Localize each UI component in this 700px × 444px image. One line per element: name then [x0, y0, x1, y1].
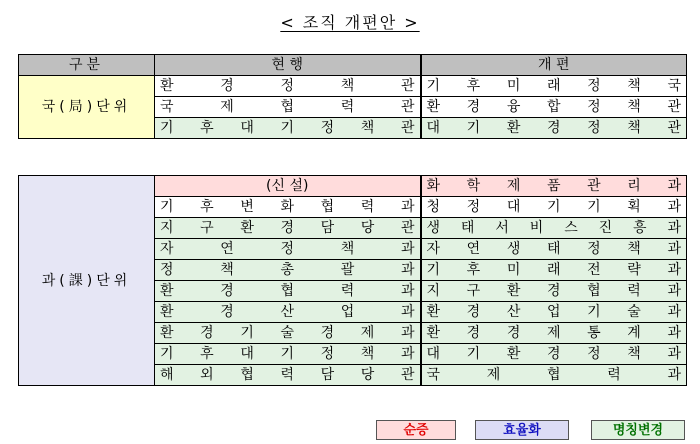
cell-text: 해 외 협 력 담 당 관: [160, 367, 415, 383]
reform-cell: [421, 260, 687, 281]
cell-text: 환 경 산 업 기 술 과: [426, 304, 681, 320]
current-cell: [155, 365, 421, 386]
legend-rename: 명칭변경: [591, 420, 685, 440]
reform-cell: [421, 97, 687, 118]
reform-cell: [421, 365, 687, 386]
cell-text: 대 기 환 경 정 책 관: [426, 120, 681, 136]
header-reform: 개 편: [421, 55, 687, 76]
current-cell-new: (신 설): [155, 176, 421, 197]
cell-text: 환 경 기 술 경 제 과: [160, 325, 415, 341]
reform-cell: [421, 323, 687, 344]
reform-cell: [421, 76, 687, 97]
cell-text: 생 태 서 비 스 진 흥 과: [426, 220, 681, 236]
cell-text: 지 구 환 경 협 력 과: [426, 283, 681, 299]
cell-text: 환 경 융 합 정 책 관: [426, 99, 681, 115]
header-current: 현 행: [155, 55, 421, 76]
cell-text: 환 경 협 력 과: [160, 283, 415, 299]
current-cell: [155, 76, 421, 97]
header-row: [19, 55, 687, 76]
table-row: [19, 76, 687, 97]
reform-cell: [421, 118, 687, 139]
current-cell: [155, 197, 421, 218]
cell-text: 청 정 대 기 기 획 과: [426, 199, 681, 215]
cell-text: 환 경 산 업 과: [160, 304, 415, 320]
reform-cell: [421, 176, 687, 197]
current-cell: [155, 281, 421, 302]
bureau-level-label: 국(局)단위: [19, 76, 155, 139]
bureau-level-table: [18, 54, 687, 139]
cell-text: 환 경 경 제 통 계 과: [426, 325, 681, 341]
cell-text: 기 후 미 래 전 략 과: [426, 262, 681, 278]
reform-cell: [421, 239, 687, 260]
cell-text: 지 구 환 경 담 당 관: [160, 220, 415, 236]
current-cell: [155, 97, 421, 118]
page-title: < 조직 개편안 >: [280, 13, 420, 32]
reform-cell: [421, 218, 687, 239]
cell-text: 자 연 정 책 과: [160, 241, 415, 257]
legend-net-increase: 순증: [376, 420, 456, 440]
reform-cell: [421, 281, 687, 302]
current-cell: [155, 260, 421, 281]
table-row: [19, 176, 687, 197]
current-cell: [155, 218, 421, 239]
legend-efficiency: 효율화: [475, 420, 569, 440]
cell-text: 정 책 총 괄 과: [160, 262, 415, 278]
cell-text: 환 경 정 책 관: [160, 78, 415, 94]
cell-text: 대 기 환 경 정 책 과: [426, 346, 681, 362]
reform-cell: [421, 197, 687, 218]
division-level-table: [18, 175, 687, 386]
cell-text: 기 후 대 기 정 책 관: [160, 120, 415, 136]
cell-text: 국 제 협 력 과: [426, 367, 681, 383]
header-category: 구분: [19, 55, 155, 76]
cell-text: 기 후 변 화 협 력 과: [160, 199, 415, 215]
cell-text: 기 후 대 기 정 책 과: [160, 346, 415, 362]
current-cell: [155, 302, 421, 323]
cell-text: 국 제 협 력 관: [160, 99, 415, 115]
reform-cell: [421, 302, 687, 323]
cell-text: 화 학 제 품 관 리 과: [426, 178, 681, 194]
division-level-label: 과(課)단위: [19, 176, 155, 386]
current-cell: [155, 239, 421, 260]
cell-text: 자 연 생 태 정 책 과: [426, 241, 681, 257]
cell-text: 기 후 미 래 정 책 국: [426, 78, 681, 94]
current-cell: [155, 118, 421, 139]
current-cell: [155, 344, 421, 365]
current-cell: [155, 323, 421, 344]
reform-cell: [421, 344, 687, 365]
